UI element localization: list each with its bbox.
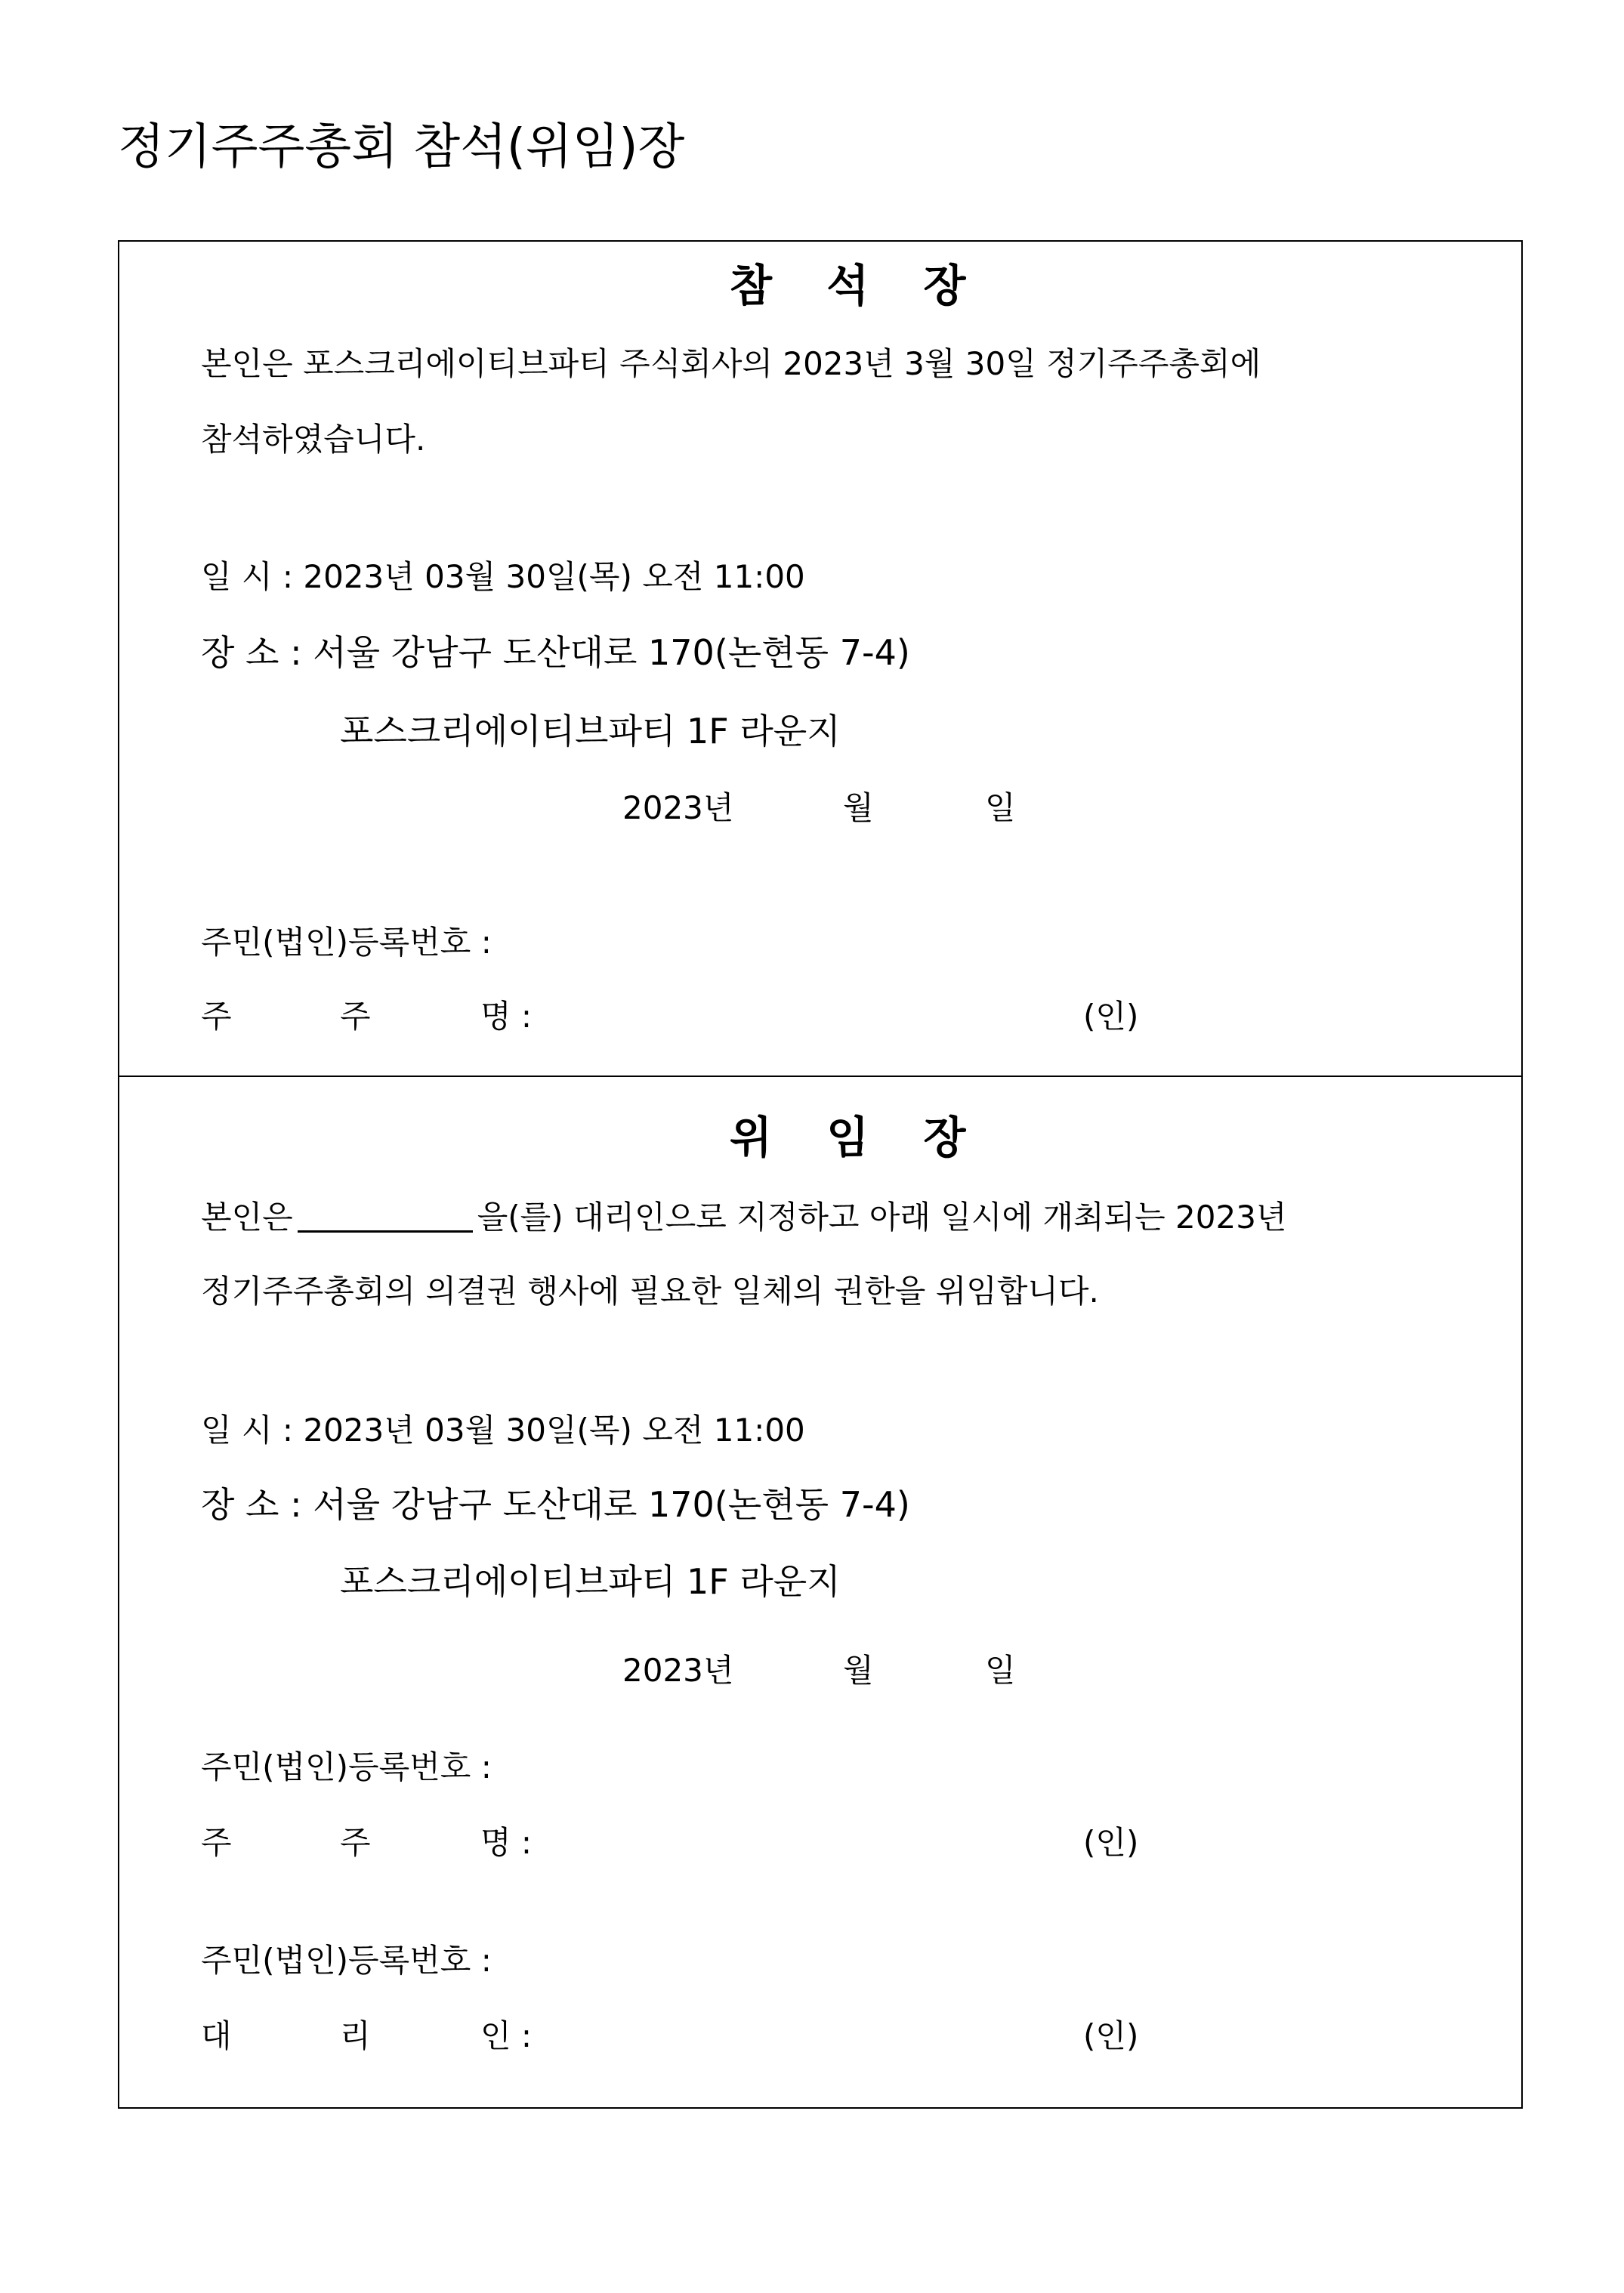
agent-label-3: 인 : — [480, 2017, 533, 2054]
proxy-title: 위 임 장 — [730, 1112, 986, 1163]
form-frame — [118, 240, 1523, 2109]
agent-label-1: 대 — [201, 2017, 232, 2054]
attendance-name-label-3: 명 : — [480, 998, 533, 1035]
section-divider — [119, 1076, 1521, 1077]
attendance-reg-number-label: 주민(법인)등록번호 : — [201, 924, 492, 961]
attendance-place-line2: 포스크리에이티브파티 1F 라운지 — [340, 711, 841, 751]
proxy-name-label-1: 주 — [201, 1824, 232, 1861]
agent-seal: (인) — [1083, 2017, 1139, 2054]
proxy-body-line1-end: 을(를) 대리인으로 지정하고 아래 일시에 개최되는 2023년 — [477, 1199, 1287, 1236]
attendance-body-line1: 본인은 포스크리에이티브파티 주식회사의 2023년 3월 30일 정기주주총회에 — [201, 345, 1261, 382]
proxy-body-line2: 정기주주총회의 의결권 행사에 필요한 일체의 권한을 위임합니다. — [201, 1273, 1099, 1310]
agent-reg-number-label: 주민(법인)등록번호 : — [201, 1942, 492, 1979]
attendance-date-year: 2023년 — [622, 789, 734, 826]
proxy-name-label-3: 명 : — [480, 1824, 533, 1861]
proxy-body-line1-start: 본인은 — [201, 1199, 293, 1236]
agent-name-blank[interactable] — [298, 1197, 473, 1233]
page-title: 정기주주총회 참석(위임)장 — [118, 119, 685, 175]
attendance-body-line2: 참석하였습니다. — [201, 421, 426, 458]
proxy-place-line2: 포스크리에이티브파티 1F 라운지 — [340, 1561, 841, 1602]
attendance-seal: (인) — [1083, 998, 1139, 1035]
attendance-name-label-2: 주 — [340, 998, 371, 1035]
proxy-date-month: 월 — [843, 1652, 874, 1689]
proxy-body-line1 — [201, 1195, 1287, 1240]
attendance-title: 참 석 장 — [730, 260, 986, 311]
proxy-place-line1: 장 소 : 서울 강남구 도산대로 170(논현동 7-4) — [201, 1484, 910, 1525]
proxy-seal: (인) — [1083, 1824, 1139, 1861]
proxy-date-year: 2023년 — [622, 1652, 734, 1689]
attendance-date-month: 월 — [843, 789, 874, 826]
proxy-datetime: 일 시 : 2023년 03월 30일(목) 오전 11:00 — [201, 1412, 805, 1449]
attendance-place-line1: 장 소 : 서울 강남구 도산대로 170(논현동 7-4) — [201, 632, 910, 673]
attendance-datetime: 일 시 : 2023년 03월 30일(목) 오전 11:00 — [201, 558, 805, 595]
proxy-reg-number-label: 주민(법인)등록번호 : — [201, 1748, 492, 1785]
agent-label-2: 리 — [340, 2017, 371, 2054]
attendance-date-day: 일 — [985, 789, 1016, 826]
attendance-name-label-1: 주 — [201, 998, 232, 1035]
proxy-date-day: 일 — [985, 1652, 1016, 1689]
proxy-name-label-2: 주 — [340, 1824, 371, 1861]
